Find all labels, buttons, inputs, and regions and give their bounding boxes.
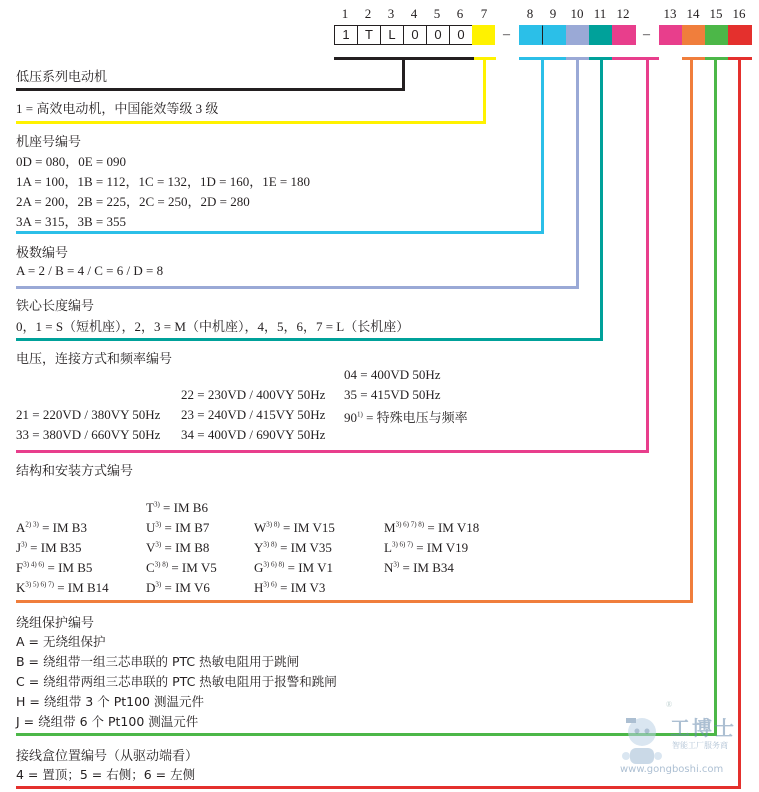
position-number: 8 xyxy=(526,6,534,21)
code-box: 1 xyxy=(334,25,358,45)
mounting-code: $V^{3)}$ = IM B8 xyxy=(146,540,210,555)
code-box: 0 xyxy=(426,25,450,45)
code-box-cyan xyxy=(519,25,543,45)
poles-line: A = 2 / B = 4 / C = 6 / D = 8 xyxy=(16,263,164,278)
voltage-underline xyxy=(16,450,649,453)
poles-underline xyxy=(16,286,579,289)
winding-title: 绕组保护编号 xyxy=(16,616,95,631)
connector-top-magenta xyxy=(612,57,659,60)
position-number: 15 xyxy=(709,6,723,21)
position-number: 10 xyxy=(570,6,584,21)
core-underline xyxy=(16,338,603,341)
mounting-code: $G^{3) 6) 8)}$ = IM V1 xyxy=(254,560,334,575)
position-number: 6 xyxy=(456,6,464,21)
position-number: 7 xyxy=(480,6,488,21)
connector-red xyxy=(738,57,741,789)
mounting-code: $N^{3)}$ = IM B34 xyxy=(384,560,454,575)
core-title: 铁心长度编号 xyxy=(16,299,95,314)
position-number: 9 xyxy=(549,6,557,21)
winding-line: H = 绕组带 3 个 Pt100 测温元件 xyxy=(16,694,204,709)
position-number: 2 xyxy=(364,6,372,21)
voltage-code: 34 = 400VD / 690VY 50Hz xyxy=(181,427,326,442)
watermark xyxy=(618,700,754,780)
connector-black xyxy=(402,57,405,90)
code-box-cyan xyxy=(542,25,566,45)
voltage-code: 22 = 230VD / 400VY 50Hz xyxy=(181,387,326,402)
frame-underline xyxy=(16,231,544,234)
mounting-code: $F^{3) 4) 6)}$ = IM B5 xyxy=(16,560,93,575)
position-number: 1 xyxy=(341,6,349,21)
terminal-line: 4 = 置顶；5 = 右侧；6 = 左侧 xyxy=(16,767,196,782)
voltage-code-special: $90^{1)}$ = 特殊电压与频率 xyxy=(344,410,468,425)
frame-line: 1A = 100，1B = 112，1C = 132，1D = 160，1E = 180 xyxy=(16,174,311,189)
voltage-code: 04 = 400VD 50Hz xyxy=(344,367,441,382)
position-number: 4 xyxy=(410,6,418,21)
mounting-code: $U^{3)}$ = IM B7 xyxy=(146,520,210,535)
code-box-lavender xyxy=(566,25,590,45)
mounting-code: $K^{3) 5) 6) 7)}$ = IM B14 xyxy=(16,580,109,595)
code-box-red xyxy=(728,25,752,45)
connector-magenta xyxy=(646,57,649,453)
voltage-code: 33 = 380VD / 660VY 50Hz xyxy=(16,427,161,442)
code-box: 0 xyxy=(403,25,427,45)
code-box-magenta xyxy=(659,25,683,45)
position-number: 3 xyxy=(387,6,395,21)
position-number: 16 xyxy=(732,6,746,21)
poles-title: 极数编号 xyxy=(16,246,69,261)
voltage-code: 21 = 220VD / 380VY 50Hz xyxy=(16,407,161,422)
watermark-url: www.gongboshi.com xyxy=(620,764,724,775)
core-line: 0，1 = S（短机座），2，3 = M（中机座），4，5，6，7 = L（长机座） xyxy=(16,319,410,334)
connector-cyan xyxy=(541,57,544,234)
voltage-title: 电压，连接方式和频率编号 xyxy=(16,352,173,367)
mounting-code: $C^{3) 8)}$ = IM V5 xyxy=(146,560,217,575)
position-number: 5 xyxy=(433,6,441,21)
mounting-code: $J^{3)}$ = IM B35 xyxy=(16,540,82,555)
connector-top-orange xyxy=(682,57,706,60)
code-box: T xyxy=(357,25,381,45)
connector-top-green xyxy=(705,57,729,60)
series-line: 1 = 高效电动机，中国能效等级 3 级 xyxy=(16,101,219,116)
mounting-code: $M^{3) 6) 7) 8)}$ = IM V18 xyxy=(384,520,480,535)
winding-underline xyxy=(16,733,717,736)
position-number: 14 xyxy=(686,6,700,21)
connector-yellow xyxy=(483,57,486,124)
position-number: 11 xyxy=(593,6,607,21)
code-box-orange xyxy=(682,25,706,45)
winding-line: B = 绕组带一组三芯串联的 PTC 热敏电阻用于跳闸 xyxy=(16,654,300,669)
code-box-yellow xyxy=(472,25,495,45)
mounting-code: $A^{2) 3)}$ = IM B3 xyxy=(16,520,87,535)
winding-line: J = 绕组带 6 个 Pt100 测温元件 xyxy=(16,714,199,729)
voltage-code: 23 = 240VD / 415VY 50Hz xyxy=(181,407,326,422)
winding-line: C = 绕组带两组三芯串联的 PTC 热敏电阻用于报警和跳闸 xyxy=(16,674,337,689)
mounting-underline xyxy=(16,600,693,603)
winding-line: A = 无绕组保护 xyxy=(16,634,106,649)
terminal-underline xyxy=(16,786,741,789)
separator-dash: – xyxy=(643,27,650,42)
code-box-magenta xyxy=(612,25,636,45)
connector-teal xyxy=(600,57,603,341)
connector-green xyxy=(714,57,717,736)
mounting-code: $W^{3) 8)}$ = IM V15 xyxy=(254,520,335,535)
mounting-code: $L^{3) 6) 7)}$ = IM V19 xyxy=(384,540,469,555)
frame-line: 2A = 200，2B = 225，2C = 250，2D = 280 xyxy=(16,194,250,209)
code-box-teal xyxy=(589,25,613,45)
watermark-registered: ® xyxy=(666,700,673,709)
code-box: L xyxy=(380,25,404,45)
code-box: 0 xyxy=(449,25,473,45)
frame-title: 机座号编号 xyxy=(16,135,82,150)
mounting-code: $Y^{3) 8)}$ = IM V35 xyxy=(254,540,332,555)
series-rule xyxy=(16,88,405,91)
frame-line: 3A = 315，3B = 355 xyxy=(16,214,127,229)
mounting-code: $T^{3)}$ = IM B6 xyxy=(146,500,208,515)
voltage-code: 35 = 415VD 50Hz xyxy=(344,387,441,402)
position-number: 12 xyxy=(616,6,630,21)
series-title: 低压系列电动机 xyxy=(16,70,108,85)
connector-orange xyxy=(690,57,693,603)
terminal-title: 接线盒位置编号（从驱动端看） xyxy=(16,749,199,764)
series-underline xyxy=(16,121,486,124)
position-number: 13 xyxy=(663,6,677,21)
frame-line: 0D = 080，0E = 090 xyxy=(16,154,126,169)
mounting-code: $D^{3)}$ = IM V6 xyxy=(146,580,210,595)
mounting-title: 结构和安装方式编号 xyxy=(16,464,134,479)
mounting-code: $H^{3) 6)}$ = IM V3 xyxy=(254,580,326,595)
separator-dash: – xyxy=(503,27,510,42)
watermark-sub: 智能工厂服务商 xyxy=(672,741,728,750)
code-box-green xyxy=(705,25,729,45)
watermark-brand: 工博士 xyxy=(670,716,736,740)
connector-lavender xyxy=(576,57,579,289)
